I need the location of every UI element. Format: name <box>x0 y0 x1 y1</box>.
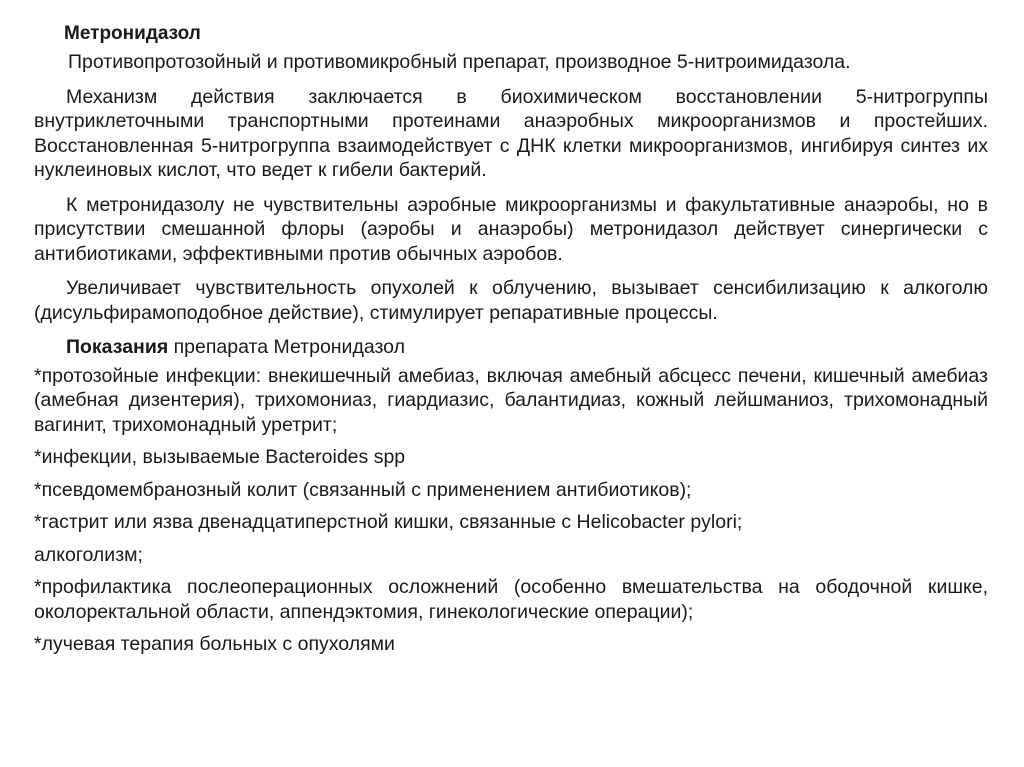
indication-item: *псевдомембранозный колит (связанный с применением антибиотиков); <box>34 478 692 501</box>
indication-item: *гастрит или язва двенадцатиперстной кишки, связанные с Helicobacter pylori; <box>34 511 743 533</box>
paragraph-sensitivity: К метронидазолу не чувствительны аэробные микроорганизмы и факультативные анаэробы, но в присутствии смешанной флоры (аэробы и анаэробы) метронидазол действует синергически с антибиотиками, эффективными против обычных аэробов. <box>34 193 988 265</box>
indications-heading-bold: Показания <box>66 336 169 358</box>
indication-item: алкоголизм; <box>34 543 143 566</box>
paragraph-description: Противопротозойный и противомикробный препарат, производное 5-нитроимидазола. <box>68 51 851 73</box>
indication-item: *инфекции, вызываемые Bacteroides spp <box>34 446 406 468</box>
slide-content <box>34 22 988 665</box>
paragraph-effects: Увеличивает чувствительность опухолей к облучению, вызывает сенсибилизацию к алкоголю (дисульфирамоподобное действие), стимулирует репаративные процессы. <box>34 277 988 324</box>
indication-item: *лучевая терапия больных с опухолями <box>34 633 395 655</box>
drug-title: Метронидазол <box>64 23 201 44</box>
indication-item: *профилактика послеоперационных осложнений (особенно вмешательства на ободочной кишке, околоректальной области, аппендэктомия, гинекологические операции); <box>34 576 988 623</box>
indication-item: *протозойные инфекции: внекишечный амебиаз, включая амебный абсцесс печени, кишечный амебиаз (амебная дизентерия), трихомониаз, гиардиазис, балантидиаз, кожный лейшманиоз, трихомонадный вагинит, трихомонадный уретрит; <box>34 364 988 436</box>
indications-heading <box>34 335 988 360</box>
paragraph-mechanism: Механизм действия заключается в биохимическом восстановлении 5-нитрогруппы внутриклеточными транспортными протеинами анаэробных микроорганизмов и простейших. Восстановленная 5-нитрогруппа взаимодействует с ДНК клетки микроорганизмов, ингибируя синтез их нуклеиновых кислот, что ведет к гибели бактерий. <box>34 85 988 181</box>
indications-heading-rest: препарата Метронидазол <box>168 336 405 358</box>
